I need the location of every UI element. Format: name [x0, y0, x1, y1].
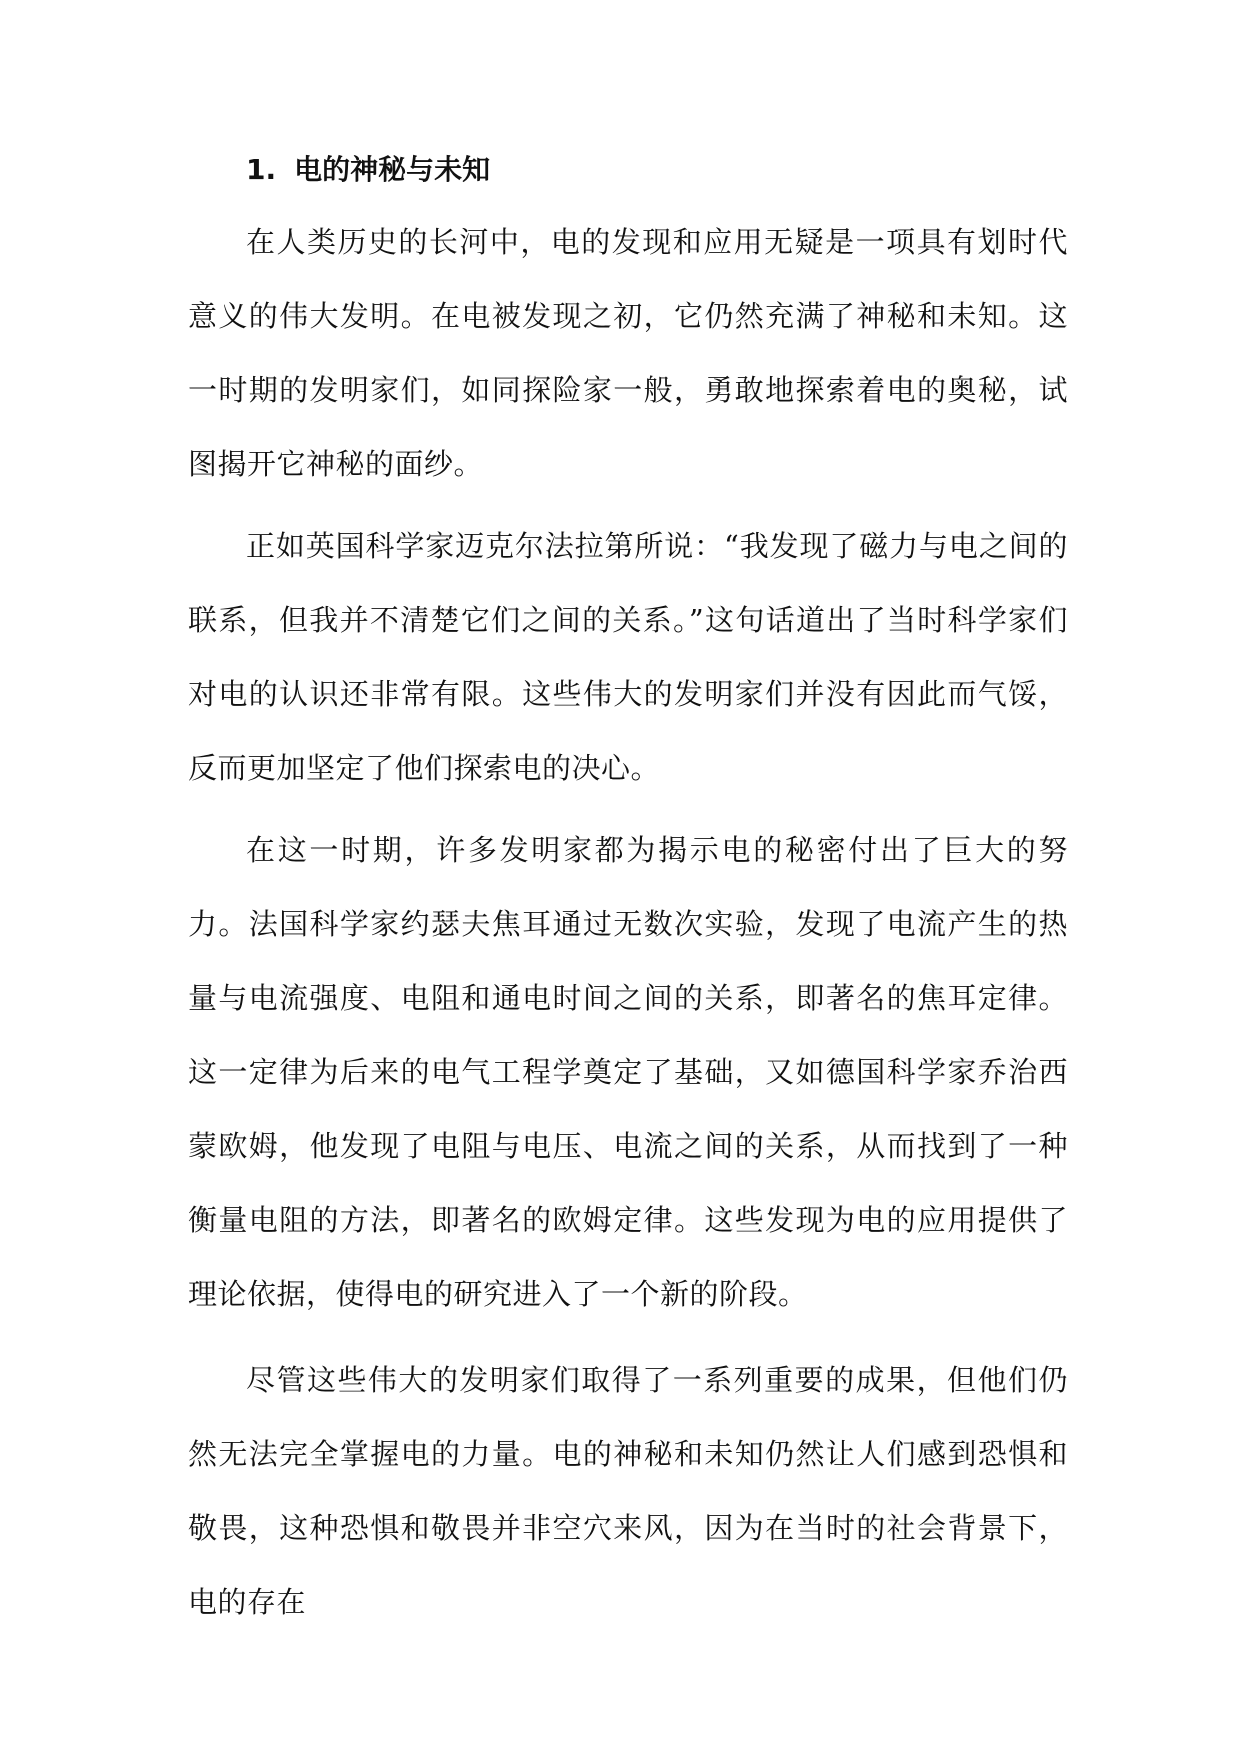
body-paragraph: 正如英国科学家迈克尔法拉第所说：“我发现了磁力与电之间的联系，但我并不清楚它们之间的关系。”这句话道出了当时科学家们对电的认识还非常有限。这些伟大的发明家们并没有因此而气馁，反而更加坚定了他们探索电的决心。 — [188, 529, 1068, 785]
section-number: 1. — [246, 153, 277, 186]
section-heading — [246, 150, 490, 190]
body-paragraph: 在人类历史的长河中，电的发现和应用无疑是一项具有划时代意义的伟大发明。在电被发现之初，它仍然充满了神秘和未知。这一时期的发明家们，如同探险家一般，勇敢地探索着电的奥秘，试图揭开它神秘的面纱。 — [188, 225, 1068, 481]
body-paragraph: 在这一时期，许多发明家都为揭示电的秘密付出了巨大的努力。法国科学家约瑟夫焦耳通过无数次实验，发现了电流产生的热量与电流强度、电阻和通电时间之间的关系，即著名的焦耳定律。这一定律为后来的电气工程学奠定了基础，又如德国科学家乔治西蒙欧姆，他发现了电阻与电压、电流之间的关系，从而找到了一种衡量电阻的方法，即著名的欧姆定律。这些发现为电的应用提供了理论依据，使得电的研究进入了一个新的阶段。 — [188, 833, 1068, 1311]
section-title: 电的神秘与未知 — [294, 153, 491, 186]
body-paragraph: 尽管这些伟大的发明家们取得了一系列重要的成果，但他们仍然无法完全掌握电的力量。电的神秘和未知仍然让人们感到恐惧和敬畏，这种恐惧和敬畏并非空穴来风，因为在当时的社会背景下，电的存在 — [188, 1363, 1068, 1619]
